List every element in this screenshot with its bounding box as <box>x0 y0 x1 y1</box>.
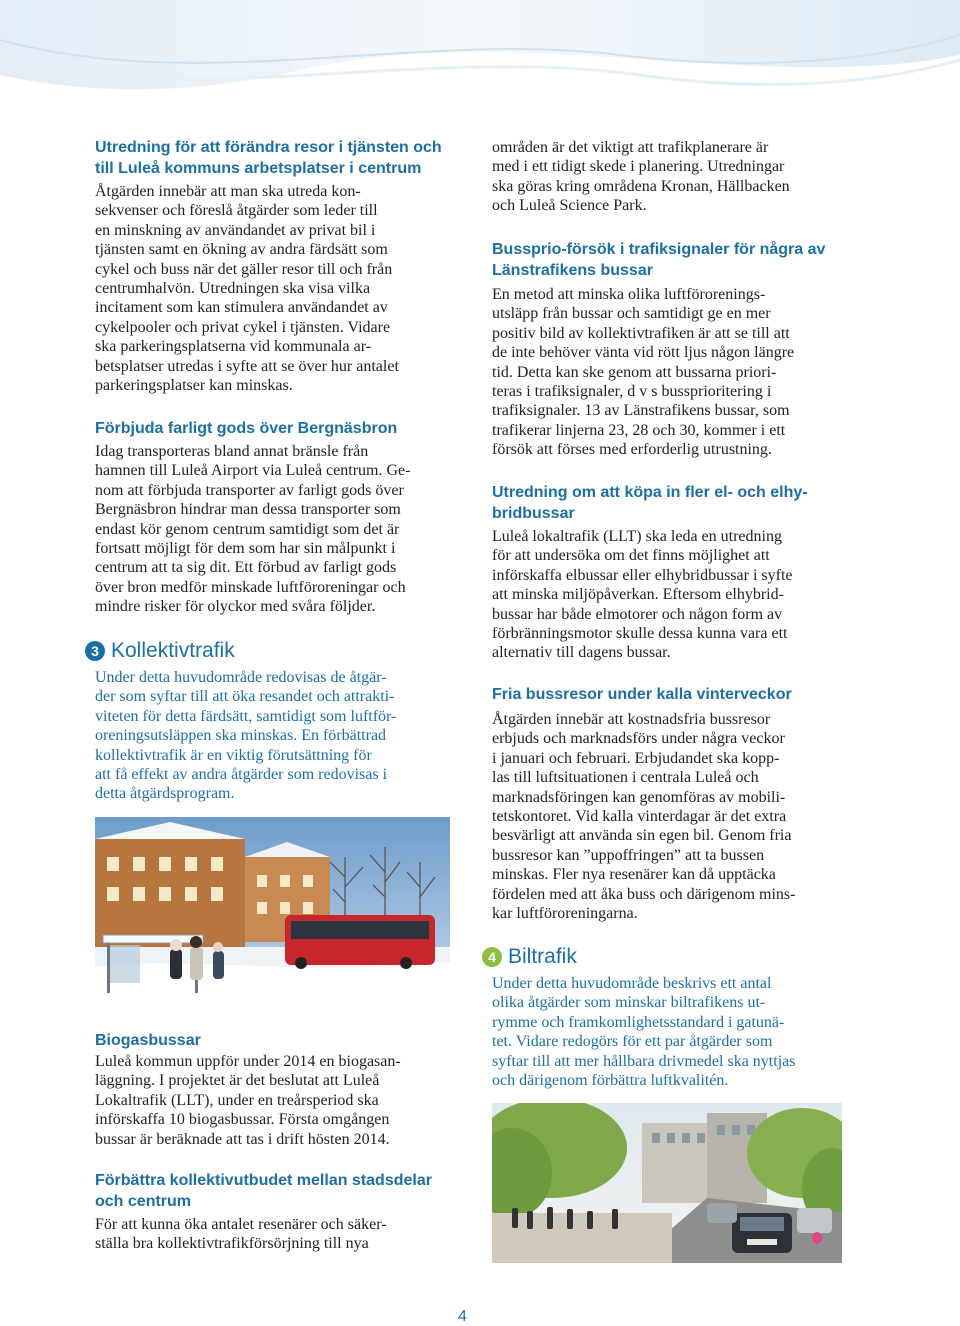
intro-biltrafik: Under detta huvudområde beskrivs ett antal olika åtgärder som minskar biltrafikens ut- rymme och framkomlighetsstandard i gatunä- tet. Vidare redogörs för ett par åtgärder som syftar till att mer hållbara drivmedel ska nyttjas och därigenom förbättra luftkvalitén. <box>492 975 796 1090</box>
heading-fria-bussresor: Fria bussresor under kalla vinterveckor <box>492 686 792 703</box>
section-number-badge: 3 <box>85 641 105 661</box>
section-number-badge: 4 <box>482 947 502 967</box>
body-farligt-gods: Idag transporteras bland annat bränsle från hamnen till Luleå Airport via Luleå centrum. Ge- nom att förbjuda transporter av farligt gods över Bergnäsbron hindrar man dessa transporter som endast kör genom centrum samtidigt som det är fortsatt möjligt för dem som har sin målpunkt i centrum att ta sig dit. Ett förbud av farligt gods över bron medför minskade luftföroreningar och mindre risker för olyckor med svåra följder. <box>95 443 411 616</box>
heading-bussprio: Bussprio-försök i trafiksignaler för några av Länstrafikens bussar <box>492 241 826 279</box>
section-4-title <box>482 942 577 972</box>
intro-kollektivtrafik: Under detta huvudområde redovisas de åtgär- der som syftar till att öka resandet och attrakti- viteten för detta färdsätt, samtidigt som luftför- oreningsutsläppen ska minskas. En förbättrad kollektivtrafik är en viktig förutsättning för att få effekt av andra åtgärder som redovisas i detta åtgärdsprogram. <box>95 669 397 803</box>
section-title-kollektivtrafik: Kollektivtrafik <box>111 639 235 662</box>
body-biogasbussar: Luleå kommun uppför under 2014 en biogasan- läggning. I projektet är det beslutat att Luleå Lokaltrafik (LLT), under en treårsperiod ska införskaffa 10 biogasbussar. Första omgången bussar är beräknade att tas i drift hösten 2014. <box>95 1053 401 1148</box>
heading-elbussar: Utredning om att köpa in fler el- och elhy- bridbussar <box>492 484 808 522</box>
heading-biogasbussar: Biogasbussar <box>95 1032 201 1049</box>
body-continued: områden är det viktigt att trafikplanerare är med i ett tidigt skede i planering. Utredningar ska göras kring områdena Kronan, Hällbacken och Luleå Science Park. <box>492 139 790 215</box>
heading-resor-i-tjansten: Utredning för att förändra resor i tjänsten och till Luleå kommuns arbetsplatser i centrum <box>95 139 442 177</box>
section-title-biltrafik: Biltrafik <box>508 945 577 968</box>
header-swoosh-decoration <box>0 0 960 120</box>
bus-stop-winter-photo <box>95 817 450 1015</box>
section-3-title <box>85 636 235 666</box>
heading-farligt-gods: Förbjuda farligt gods över Bergnäsbron <box>95 420 398 437</box>
street-traffic-photo <box>492 1103 842 1263</box>
body-resor-i-tjansten: Åtgärden innebär att man ska utreda kon- sekvenser och föreslå åtgärder som leder till en minskning av användandet av privat bil i tjänsten samt en ökning av andra färdsätt som cykel och buss när det gäller resor till och från centrumhalvön. Utredningen ska visa vilka incitament som kan stimulera användandet av cykelpooler och privat cykel i tjänsten. Vidare ska parkeringsplatserna vid kommunala ar- betsplatser utredas i syfte att se över hur antalet parkeringsplatser kan minskas. <box>95 183 399 395</box>
body-fria-bussresor: Åtgärden innebär att kostnadsfria bussresor erbjuds och marknadsförs under några veckor i januari och februari. Erbjudandet ska kopp- las till luftsituationen i centrala Luleå och marknadsföringen kan genomföras av mobili- tetskontoret. Vid kalla vinterdagar är det extra besvärligt att använda sin egen bil. Genom fria bussresor kan ”uppoffringen” att ta bussen minskas. Fler nya resenärer kan då upptäcka fördelen med att åka buss och därigenom mins- kar luftföroreningarna. <box>492 711 796 923</box>
page-number: 4 <box>458 1308 467 1325</box>
body-elbussar: Luleå lokaltrafik (LLT) ska leda en utredning för att undersöka om det finns möjlighet att införskaffa elbussar eller elhybridbussar i syfte att minska miljöpåverkan. Eftersom elhybrid- bussar har både elmotorer och någon form av förbränningsmotor skulle dessa kunna vara ett alternativ till dagens bussar. <box>492 528 793 662</box>
body-bussprio: En metod att minska olika luftförorenings- utsläpp från bussar och samtidigt ge en mer positiv bild av kollektivtrafiken är att se till att de inte behöver vänta vid rött ljus någon längre tid. Detta kan ske genom att bussarna priori- teras i trafiksignaler, d v s bussprioritering i trafiksignaler. 13 av Länstrafikens bussar, som trafikerar linjerna 23, 28 och 30, kommer i ett försök att förses med erforderlig utrustning. <box>492 286 795 459</box>
heading-kollektivutbud: Förbättra kollektivutbudet mellan stadsdelar och centrum <box>95 1172 432 1210</box>
body-kollektivutbud: För att kunna öka antalet resenärer och säker- ställa bra kollektivtrafikförsörjning till nya <box>95 1216 387 1253</box>
